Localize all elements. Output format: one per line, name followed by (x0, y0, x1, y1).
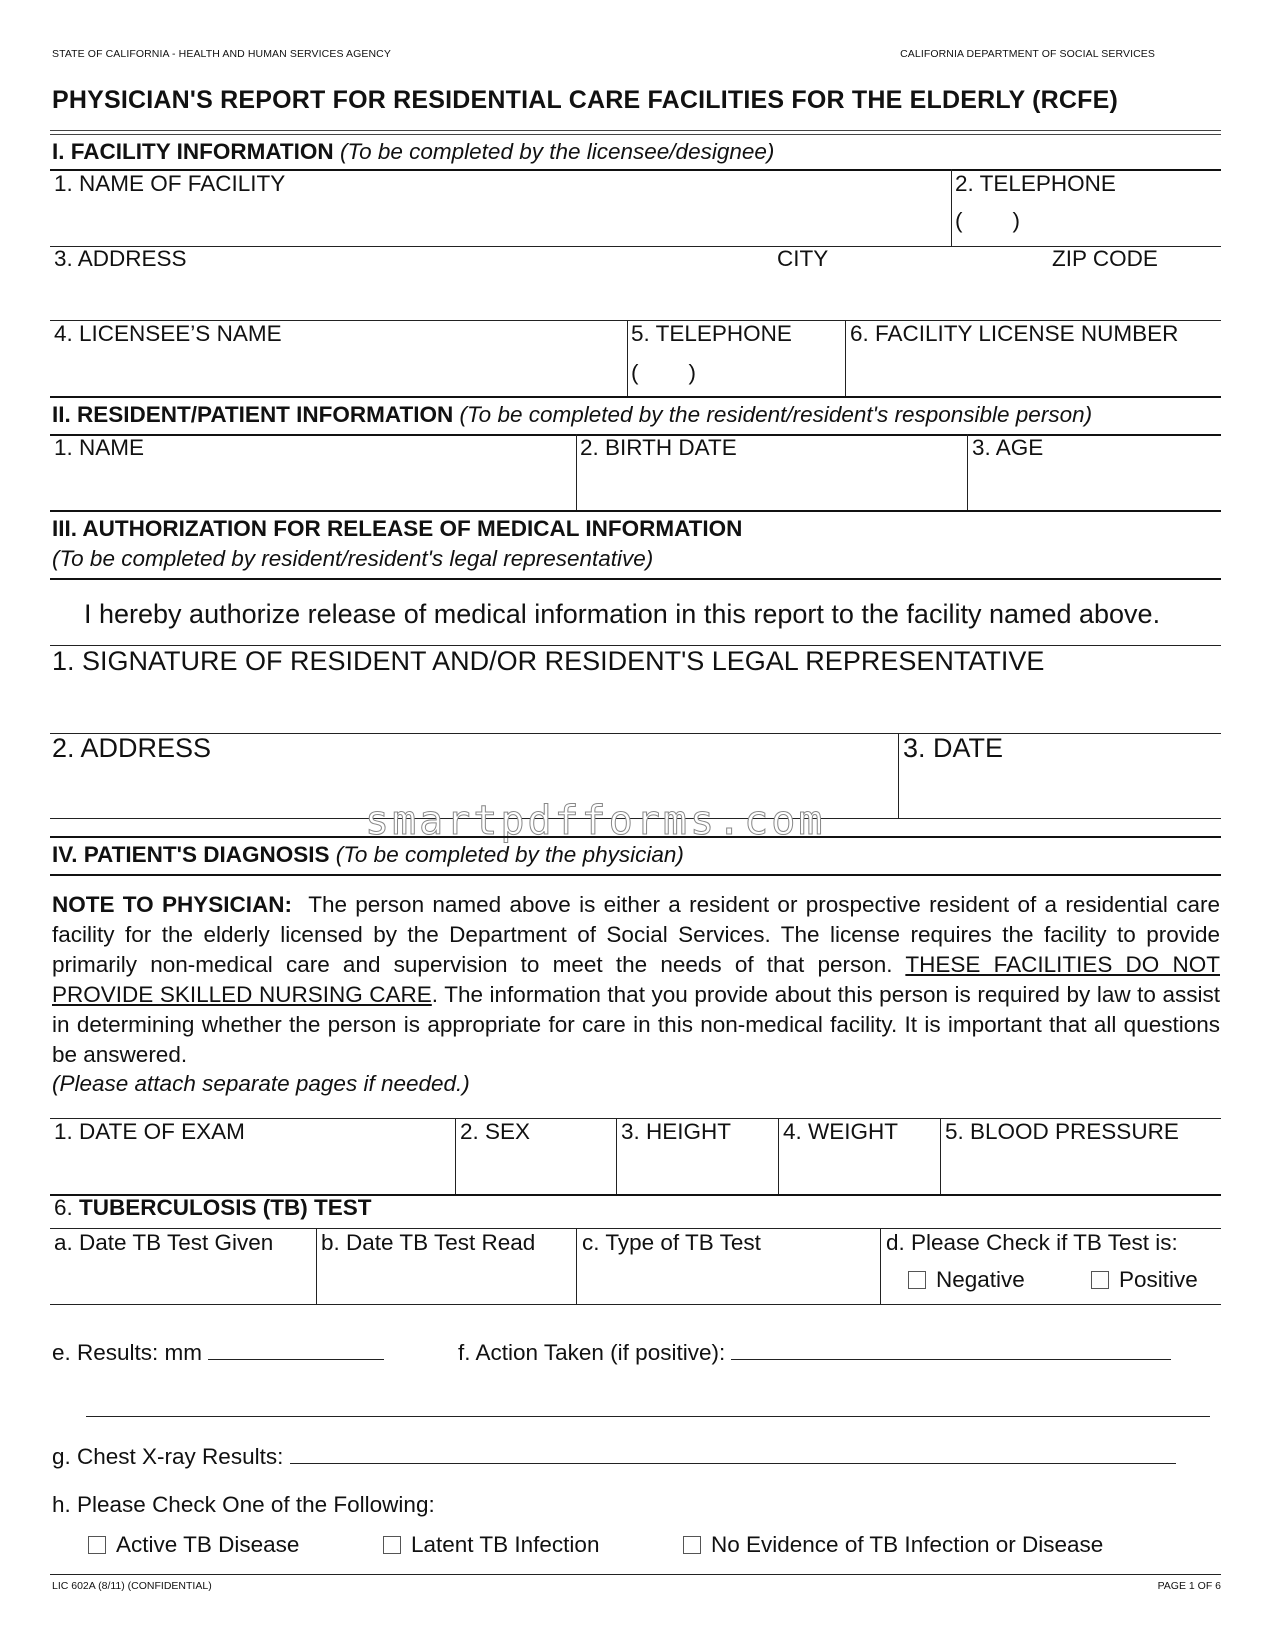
latent-tb-label: Latent TB Infection (411, 1532, 600, 1557)
tb-heading (54, 1195, 372, 1221)
resident-address-label: 2. ADDRESS (52, 733, 212, 763)
section1-heading (52, 139, 774, 165)
divider (576, 434, 577, 510)
check-one-label: h. Please Check One of the Following: (52, 1492, 435, 1517)
tb-number: 6. (54, 1195, 73, 1220)
tb-check-label: d. Please Check if TB Test is: (886, 1230, 1178, 1255)
page-number: PAGE 1 OF 6 (1157, 1580, 1221, 1592)
divider (50, 836, 1221, 838)
divider (50, 1304, 1221, 1305)
chest-label: g. Chest X-ray Results: (52, 1444, 284, 1469)
name-of-facility-label: 1. NAME OF FACILITY (54, 171, 286, 196)
divider (316, 1228, 317, 1304)
divider (50, 396, 1221, 398)
section4-note: (To be completed by the physician) (335, 842, 684, 867)
blood-pressure-label: 5. BLOOD PRESSURE (945, 1119, 1179, 1144)
facility-telephone-label: 2. TELEPHONE (955, 171, 1116, 196)
action-label: f. Action Taken (if positive): (458, 1340, 726, 1365)
divider (880, 1228, 881, 1304)
signature-label: 1. SIGNATURE OF RESIDENT AND/OR RESIDENT'S LEGAL REPRESENTATIVE (52, 646, 1045, 676)
divider (616, 1118, 617, 1194)
active-tb-option[interactable] (88, 1532, 299, 1558)
results-field[interactable] (208, 1359, 384, 1360)
divider (50, 1574, 1221, 1575)
chest-row (52, 1444, 1176, 1470)
note-text-1: The person named above is either a resident or prospective resident of a residential care facility for the elderly licensed by the Department of Social Services. The license requires the facility to provide primarily non-medical care and supervision to meet the needs of that person. (52, 892, 1220, 977)
section2-heading (52, 402, 1092, 428)
birth-date-label: 2. BIRTH DATE (580, 435, 737, 460)
section3-title: III. AUTHORIZATION FOR RELEASE OF MEDICAL INFORMATION (52, 516, 743, 541)
no-evidence-option[interactable] (683, 1532, 1103, 1558)
note-label: NOTE TO PHYSICIAN: (52, 892, 292, 917)
action-continuation-field[interactable] (86, 1416, 1210, 1417)
weight-label: 4. WEIGHT (783, 1119, 899, 1144)
divider (50, 874, 1221, 876)
section2-title: II. RESIDENT/PATIENT INFORMATION (52, 402, 454, 427)
negative-label: Negative (936, 1267, 1025, 1292)
negative-checkbox[interactable] (908, 1271, 926, 1289)
age-label: 3. AGE (972, 435, 1044, 460)
license-number-label: 6. FACILITY LICENSE NUMBER (850, 321, 1179, 346)
height-label: 3. HEIGHT (621, 1119, 732, 1144)
sex-label: 2. SEX (460, 1119, 531, 1144)
divider (778, 1118, 779, 1194)
attach-note: (Please attach separate pages if needed.) (52, 1071, 470, 1096)
divider (967, 434, 968, 510)
licensee-phone-field[interactable]: ( ) (631, 360, 696, 385)
tb-title: TUBERCULOSIS (TB) TEST (79, 1195, 372, 1220)
divider (951, 169, 952, 246)
facility-phone-field[interactable]: ( ) (955, 208, 1020, 233)
divider (455, 1118, 456, 1194)
section4-title: IV. PATIENT'S DIAGNOSIS (52, 842, 330, 867)
latent-tb-checkbox[interactable] (383, 1536, 401, 1554)
no-evidence-label: No Evidence of TB Infection or Disease (711, 1532, 1104, 1557)
tb-date-given-label: a. Date TB Test Given (54, 1230, 274, 1255)
section3-note: (To be completed by resident/resident's legal representative) (52, 546, 654, 571)
section1-title: I. FACILITY INFORMATION (52, 139, 334, 164)
divider (627, 320, 628, 396)
city-label: CITY (777, 246, 829, 271)
tb-date-read-label: b. Date TB Test Read (321, 1230, 536, 1255)
section4-heading (52, 842, 684, 868)
note-to-physician (52, 890, 1220, 1070)
page-title: PHYSICIAN'S REPORT FOR RESIDENTIAL CARE FACILITIES FOR THE ELDERLY (RCFE) (52, 86, 1119, 114)
section2-note: (To be completed by the resident/resident's responsible person) (459, 402, 1093, 427)
section1-note: (To be completed by the licensee/designee) (339, 139, 775, 164)
agency-left: STATE OF CALIFORNIA - HEALTH AND HUMAN SERVICES AGENCY (52, 48, 391, 60)
licensee-name-label: 4. LICENSEE’S NAME (54, 321, 282, 346)
active-tb-label: Active TB Disease (116, 1532, 300, 1557)
divider (50, 733, 1221, 734)
resident-name-label: 1. NAME (54, 435, 145, 460)
divider (898, 733, 899, 819)
positive-checkbox[interactable] (1091, 1271, 1109, 1289)
results-label: e. Results: mm (52, 1340, 203, 1365)
divider (50, 1228, 1221, 1229)
action-field[interactable] (731, 1359, 1171, 1360)
divider-double (50, 130, 1221, 135)
divider (940, 1118, 941, 1194)
note-underlined: THESE FACILITIES DO NOT PROVIDE SKILLED NURSING CARE (52, 952, 1220, 1007)
divider (50, 510, 1221, 512)
licensee-telephone-label: 5. TELEPHONE (631, 321, 792, 346)
negative-option[interactable] (908, 1267, 1025, 1293)
active-tb-checkbox[interactable] (88, 1536, 106, 1554)
note-text-2: . The information that you provide about this person is required by law to assist in determining whether the person is appropriate for care in this non-medical facility. It is important that all questions be answered. (52, 982, 1220, 1067)
no-evidence-checkbox[interactable] (683, 1536, 701, 1554)
authorization-statement: I hereby authorize release of medical information in this report to the facility named above. (84, 599, 1161, 629)
signature-date-label: 3. DATE (903, 733, 1004, 763)
form-id: LIC 602A (8/11) (CONFIDENTIAL) (52, 1580, 212, 1592)
divider (50, 246, 1221, 247)
tb-type-label: c. Type of TB Test (582, 1230, 761, 1255)
chest-field[interactable] (290, 1463, 1176, 1464)
address-label: 3. ADDRESS (54, 246, 187, 271)
divider (50, 578, 1221, 580)
positive-option[interactable] (1091, 1267, 1198, 1293)
date-of-exam-label: 1. DATE OF EXAM (54, 1119, 245, 1144)
latent-tb-option[interactable] (383, 1532, 599, 1558)
agency-right: CALIFORNIA DEPARTMENT OF SOCIAL SERVICES (900, 48, 1155, 60)
watermark: smartpdfforms.com (365, 798, 826, 844)
action-row (458, 1340, 1171, 1366)
positive-label: Positive (1119, 1267, 1198, 1292)
zip-label: ZIP CODE (1052, 246, 1158, 271)
divider (845, 320, 846, 396)
divider (576, 1228, 577, 1304)
results-row (52, 1340, 384, 1366)
